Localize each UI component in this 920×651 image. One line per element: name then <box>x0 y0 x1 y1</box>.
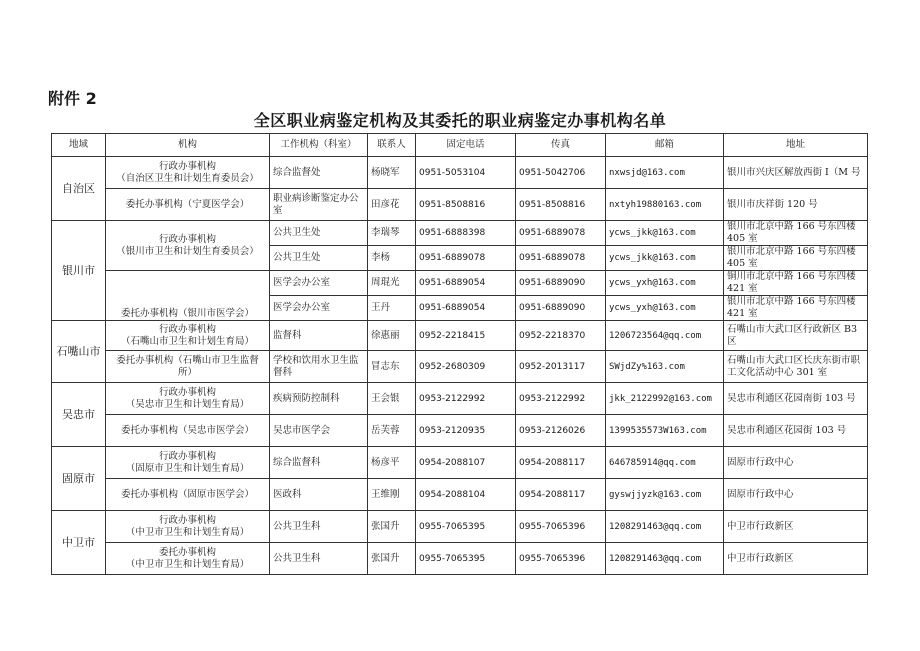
address-cell: 固原市行政中心 <box>724 447 868 479</box>
table-row <box>52 221 868 246</box>
fax-cell: 0953-2126026 <box>516 415 606 447</box>
email-cell: ycws_jkk@163.com <box>606 221 724 246</box>
region-cell: 石嘴山市 <box>52 321 106 383</box>
table-row <box>52 383 868 415</box>
dept-cell: 公共卫生科 <box>270 543 368 575</box>
fax-cell: 0951-6889090 <box>516 271 606 296</box>
table-row <box>52 271 868 296</box>
header-contact: 联系人 <box>368 134 416 157</box>
contact-cell: 李杨 <box>368 246 416 271</box>
email-cell: nxwsjd@163.com <box>606 157 724 189</box>
phone-cell: 0954-2088107 <box>416 447 516 479</box>
contact-cell: 王会银 <box>368 383 416 415</box>
contact-cell: 冒志东 <box>368 351 416 383</box>
dept-cell: 吴忠市医学会 <box>270 415 368 447</box>
email-cell: gyswjjyzk@163.com <box>606 479 724 511</box>
address-cell: 银川市北京中路 166 号东四楼 421 室 <box>724 296 868 321</box>
phone-cell: 0955-7065395 <box>416 543 516 575</box>
fax-cell: 0951-8508816 <box>516 189 606 221</box>
dept-cell: 综合监督科 <box>270 447 368 479</box>
institution-cell: 委托办事机构（固原市医学会） <box>106 479 270 511</box>
address-cell: 吴忠市利通区花园南街 103 号 <box>724 383 868 415</box>
email-cell: 1208291463@qq.com <box>606 543 724 575</box>
dept-cell: 公共卫生处 <box>270 221 368 246</box>
contact-cell: 王丹 <box>368 296 416 321</box>
institution-cell: 委托办事机构 （中卫市卫生和计划生育局） <box>106 543 270 575</box>
fax-cell: 0951-6889078 <box>516 221 606 246</box>
fax-cell: 0951-5042706 <box>516 157 606 189</box>
fax-cell: 0954-2088117 <box>516 479 606 511</box>
email-cell: SWjdZy%163.com <box>606 351 724 383</box>
table-row <box>52 447 868 479</box>
region-cell: 固原市 <box>52 447 106 511</box>
address-cell: 石嘴山市大武口区行政新区 B3 区 <box>724 321 868 351</box>
institution-cell: 委托办事机构（银川市医学会） <box>106 271 270 321</box>
institution-cell: 行政办事机构 （吴忠市卫生和计划生育局） <box>106 383 270 415</box>
table-header-row <box>52 134 868 157</box>
fax-cell: 0952-2013117 <box>516 351 606 383</box>
address-cell: 中卫市行政新区 <box>724 543 868 575</box>
header-region: 地域 <box>52 134 106 157</box>
phone-cell: 0951-6889054 <box>416 296 516 321</box>
email-cell: jkk_2122992@163.com <box>606 383 724 415</box>
region-cell: 吴忠市 <box>52 383 106 447</box>
phone-cell: 0953-2120935 <box>416 415 516 447</box>
phone-cell: 0951-6888398 <box>416 221 516 246</box>
institution-cell: 委托办事机构（宁夏医学会） <box>106 189 270 221</box>
dept-cell: 医学会办公室 <box>270 271 368 296</box>
phone-cell: 0955-7065395 <box>416 511 516 543</box>
dept-cell: 医学会办公室 <box>270 296 368 321</box>
email-cell: ycws_yxh@163.com <box>606 296 724 321</box>
email-cell: ycws_jkk@163.com <box>606 246 724 271</box>
phone-cell: 0951-8508816 <box>416 189 516 221</box>
contact-cell: 周琨光 <box>368 271 416 296</box>
phone-cell: 0953-2122992 <box>416 383 516 415</box>
table-row <box>52 479 868 511</box>
phone-cell: 0951-5053104 <box>416 157 516 189</box>
dept-cell: 职业病诊断鉴定办公室 <box>270 189 368 221</box>
address-cell: 银川市兴庆区解放西街 I（M 号 <box>724 157 868 189</box>
dept-cell: 公共卫生科 <box>270 511 368 543</box>
contact-cell: 王维刚 <box>368 479 416 511</box>
agency-table <box>51 133 868 575</box>
institution-cell: 委托办事机构（石嘴山市卫生监督 所） <box>106 351 270 383</box>
address-cell: 吴忠市利通区花园街 103 号 <box>724 415 868 447</box>
phone-cell: 0951-6889078 <box>416 246 516 271</box>
fax-cell: 0955-7065396 <box>516 511 606 543</box>
attachment-label: 附件 2 <box>48 89 97 108</box>
table-row <box>52 543 868 575</box>
region-cell: 中卫市 <box>52 511 106 575</box>
header-address: 地址 <box>724 134 868 157</box>
fax-cell: 0954-2088117 <box>516 447 606 479</box>
header-phone: 固定电话 <box>416 134 516 157</box>
address-cell: 石嘴山市大武口区长庆东街市职工文化活动中心 301 室 <box>724 351 868 383</box>
dept-cell: 综合监督处 <box>270 157 368 189</box>
phone-cell: 0952-2680309 <box>416 351 516 383</box>
address-cell: 银川市北京中路 166 号东四楼 405 室 <box>724 246 868 271</box>
contact-cell: 杨彦平 <box>368 447 416 479</box>
dept-cell: 公共卫生处 <box>270 246 368 271</box>
header-email: 邮箱 <box>606 134 724 157</box>
address-cell: 中卫市行政新区 <box>724 511 868 543</box>
contact-cell: 田彦花 <box>368 189 416 221</box>
institution-cell: 行政办事机构 （自治区卫生和计划生育委员会） <box>106 157 270 189</box>
header-institution: 机构 <box>106 134 270 157</box>
phone-cell: 0952-2218415 <box>416 321 516 351</box>
address-cell: 银川市庆祥街 120 号 <box>724 189 868 221</box>
fax-cell: 0955-7065396 <box>516 543 606 575</box>
fax-cell: 0951-6889090 <box>516 296 606 321</box>
fax-cell: 0952-2218370 <box>516 321 606 351</box>
address-cell: 铜川市北京中路 166 号东四楼 421 室 <box>724 271 868 296</box>
phone-cell: 0954-2088104 <box>416 479 516 511</box>
phone-cell: 0951-6889054 <box>416 271 516 296</box>
table-row <box>52 351 868 383</box>
institution-cell: 行政办事机构 （固原市卫生和计划生育局） <box>106 447 270 479</box>
email-cell: nxtyh19880163.com <box>606 189 724 221</box>
dept-cell: 监督科 <box>270 321 368 351</box>
email-cell: 1208291463@qq.com <box>606 511 724 543</box>
contact-cell: 岳芙蓉 <box>368 415 416 447</box>
fax-cell: 0951-6889078 <box>516 246 606 271</box>
fax-cell: 0953-2122992 <box>516 383 606 415</box>
contact-cell: 李瑞琴 <box>368 221 416 246</box>
address-cell: 固原市行政中心 <box>724 479 868 511</box>
dept-cell: 疾病预防控制科 <box>270 383 368 415</box>
email-cell: ycws_yxh@163.com <box>606 271 724 296</box>
institution-cell: 委托办事机构（吴忠市医学会） <box>106 415 270 447</box>
dept-cell: 学校和饮用水卫生监督科 <box>270 351 368 383</box>
contact-cell: 张国升 <box>368 511 416 543</box>
header-fax: 传真 <box>516 134 606 157</box>
institution-cell: 行政办事机构 （石嘴山市卫生和计划生育局） <box>106 321 270 351</box>
email-cell: 1206723564@qq.com <box>606 321 724 351</box>
table-row <box>52 321 868 351</box>
header-department: 工作机构（科室） <box>270 134 368 157</box>
institution-cell: 行政办事机构 （中卫市卫生和计划生育局） <box>106 511 270 543</box>
email-cell: 1399535573W163.com <box>606 415 724 447</box>
dept-cell: 医政科 <box>270 479 368 511</box>
table-row <box>52 415 868 447</box>
contact-cell: 徐惠丽 <box>368 321 416 351</box>
table-row <box>52 157 868 189</box>
email-cell: 646785914@qq.com <box>606 447 724 479</box>
region-cell: 自治区 <box>52 157 106 221</box>
document-title: 全区职业病鉴定机构及其委托的职业病鉴定办事机构名单 <box>253 111 667 130</box>
address-cell: 银川市北京中路 166 号东四楼 405 室 <box>724 221 868 246</box>
table-row <box>52 511 868 543</box>
region-cell: 银川市 <box>52 221 106 321</box>
contact-cell: 张国升 <box>368 543 416 575</box>
institution-cell: 行政办事机构 （银川市卫生和计划生育委员会） <box>106 221 270 271</box>
table-row <box>52 189 868 221</box>
contact-cell: 杨晓军 <box>368 157 416 189</box>
